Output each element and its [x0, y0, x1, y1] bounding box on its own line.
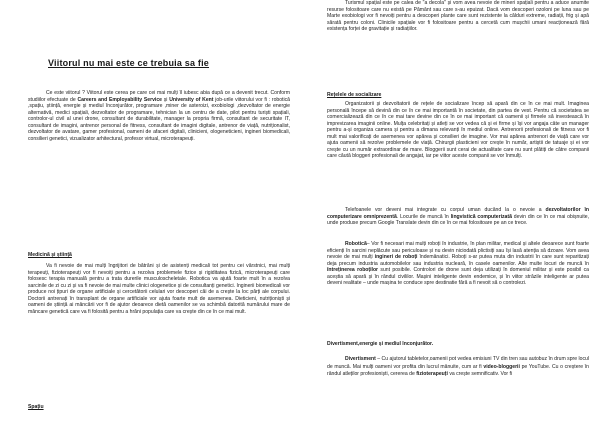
intro-paragraph — [28, 90, 290, 142]
section-heading-social-networks: Rețelele de socializare — [327, 92, 382, 98]
page-title: Viitorul nu mai este ce trebuia sa fie — [48, 58, 209, 68]
telephones-text-1: Telefoanele vor deveni mai integrate cu corpul uman ducând la o nevoie a — [345, 207, 546, 213]
section-heading-space: Spațiu — [28, 404, 44, 410]
video-bloggers-term: video-bloggerii — [483, 363, 520, 370]
telephones-paragraph — [327, 207, 589, 227]
robot-engineers-term: ingineri de roboți — [374, 254, 418, 261]
university-name: University of Kent — [169, 96, 214, 103]
social-networks-paragraph: Organizatorii și dezvoltatorii de rețele de socializare încep să apară din ce în ce mai mult. Imaginea personală începe să devină din ce în ce mai importantă în societate, din partea de vest. Pentru că societatea se comercializează din ce în ce mai tare devine din ce în ce mai important că oamenii și firmele să investească în imprevizarea imaginii online. Mulța celebritați și atleți se vor vedea că și ei firme și își vor angaja câte un manager pentru a-și organiza camera și pentru a dimana relevanți în mediul online. Antrenorii profesionali de fitness vor fi mult mai valorificați de asemenea vor apărea și consilieri de imagine. Vor mai apărea antrenori de viață care vor ajuta oamenii să rezolve problemele de viață. Chirurgii plasticieni vor crește în număr, artiștii de tatuaje și ei vor crește cu un număr extraordinar de mare. Bloggerii sunt cerai de actualitate care nu sunt plătiți de către companii care căută bloggeri profesionali de angajat, iar pe viitor aceste companii se vor înmulți. — [327, 101, 589, 160]
entertainment-text-2: pe YouTube. Cu o creștere în rândul atleților profesioniști, cererea de — [327, 363, 589, 378]
ubiquitous-computing-term: dezvoltatorilor în computerizare omniprezentă — [327, 207, 589, 220]
robotics-paragraph — [327, 241, 589, 287]
intro-text-3: job-urile viitorului vor fi : robotică ,spațiu, știință, energie și mediul înconjurător, programare ,miner de asteroizi, exobiologi ,dezvoltator de energie alternativă, medici spațiali, dezvoltator de programare, tehnician la un centru de date, pilot pentru turiști spațiali, controlor-ul civil al unei drone, consultant de durabilitate, manager la propria firmă, consultant de securitate IT, consultant de imagini, antrenor personal de fitness, consultant de imagini digitale, antrenor de viață, nutriționalist, dezvoltator de avatare, gamer profesional, oameni de afaceri digitali, clinicieni, ologeneticieni, ingineri biomedicali, consilieri genetici, vizualizator arhitectural, profesor virtual, microterapeuți. — [28, 96, 290, 142]
intro-text-2: și — [162, 96, 170, 103]
robotics-text-2: îndemânatici. Roboți s-ar putea muta din industrii în care sunt reparitizați deja precum industria automobilelor sau industria nucleară, în casele oamenilor. Alte multe locuri de muncă în — [327, 254, 589, 267]
entertainment-text-1: – Cu ajutorul tabletelor,oamenii pot vedea emisiuni TV din tren sau autobuz în drum spre locul de muncă. Mai mulți oameni vor profita din lucrul mânuite, cum ar fi — [327, 356, 589, 370]
telephones-text-2: . Locurile de muncă în — [396, 213, 451, 220]
space-tourism-paragraph: Turismul spațial este pe calea de "a decola" și vom avea nevoie de mineri spațiali pentru a aduce anumite resurse folositoare care nu există pe Pământ sau care s-au epuizat. Dacă vom descoperi ozoloni pe luna sau pe Marte exobiologi vor fi nevoiți pentru a descoperi plante care sunt rezistente la călduri extreme, radiații, frig și apă sărată pentru coloni. Clinicile spațiale vor fi folositoare pentru a cercetă cum mușchii umani reacționează fără existența forței de gravitație și radiațiilor. — [327, 0, 589, 33]
robot-maintenance-term: întreținerea roboților — [327, 267, 379, 274]
physiotherapists-term: fizioterapeuți — [416, 371, 448, 378]
entertainment-term: Divertisment — [345, 356, 376, 362]
section-heading-medicine: Medicină și știință — [28, 252, 72, 258]
telephones-text-3: devin din ce în ce mai obișnuite, unde produse precum Google Translate devin din ce în ce mai folositoare pe an ce trece. — [327, 213, 589, 227]
entertainment-paragraph — [327, 356, 589, 379]
intro-text-1: Ce este viitorul ? Viitorul este cerea pe care cei mai mulți îl iubesc abia după ce a devenit trecut. Conform studiilor efectuate de — [28, 90, 290, 103]
entertainment-text-3: va crește semnificativ. Vor fi — [447, 371, 513, 378]
careers-service-name: Careers and Employability Service — [77, 96, 162, 103]
robotics-text-3: sunt posibile. Controlori de drone sunt deja utilizați în domeniul militar și este posibil ca aceștia să apară și în rândul civililor. Mașini inteligente devin endemice, și în viitor străzile inteligente ar putea deveni realitate – unde mașina te conduce spre destinatie fără a fi nevoit să o controlezi. — [327, 267, 589, 287]
medicine-paragraph: Va fi nevoie de mai mulți îngrijitori de bătrâni și de asistenți medicali tot pentru cei vârstnici, mai mulți terapeuți, fizioterapeuți vor fi nevoiți pentru a rezolva problemele fizice și rigiditatea fizică, microterapeuți care folosesc terapia manuală pentru a trata durerile musculoscheletale. Robotica va ajută foarte mult în a rezolva sarcinile de zi cu zi și va fi nevoie de mai multe clinici ologenetice și de consultanți genetici. Inginerii biomedicali vor produce noi țipuri de organe artificiale și cercetătorii celulari vor descoperi căi de a crește la loc părți ale corpului. Doctorii antrenați în transplant de organe artificiale vor ajuta foarte mult de asemenea. Dieticieni, nutriționiști și oameni de știință ai mâncării vor fi de ajutor deoarece dietă oamenilor se va schimbă datorită numărului mare de mâncare genetică care va fi folosită pentru a hrăni populația care va crește din ce în ce mai mult. — [28, 263, 290, 315]
robotics-text-1: – Vor fi necesari mai mulți roboți în industrie, în plan militar, medical și altele deoarece sunt foarte eficienți în sarcini neplăcute sau periculoase și nu devin niciodată plictisiți sau își lasă atenția să dzoare. Vom avea nevoie de mai mulți — [327, 241, 589, 261]
computational-linguistics-term: lingvistică computerizată — [450, 213, 512, 220]
robotics-term: Robotică — [345, 241, 367, 247]
section-heading-entertainment: Divertisment,energie și mediul înconjurător. — [327, 341, 434, 347]
